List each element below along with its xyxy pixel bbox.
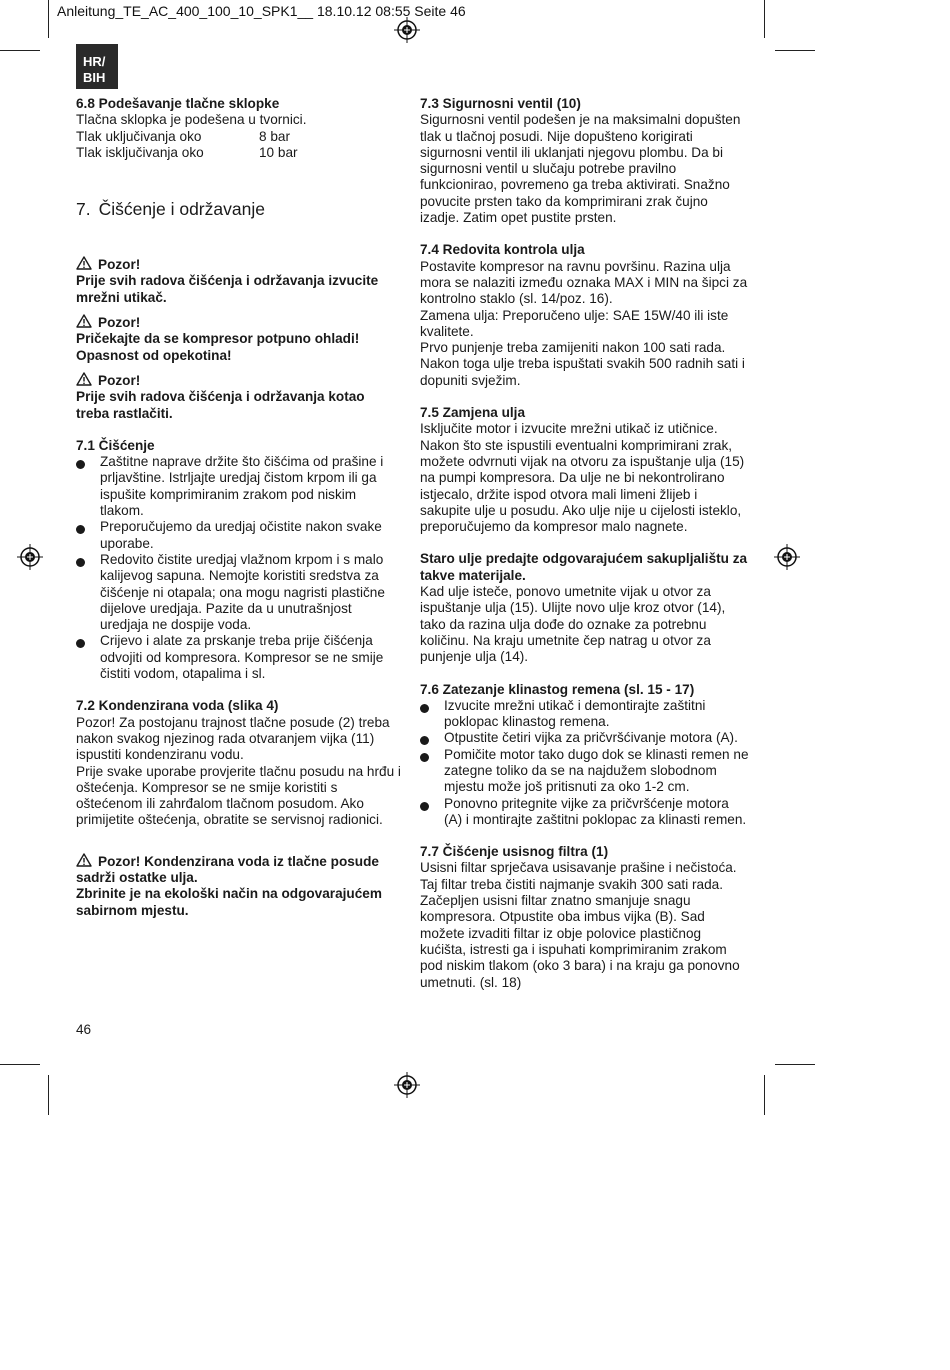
left-column — [76, 96, 401, 919]
list-item-text: Crijevo i alate za prskanje treba prije čišćenja odvojiti od kompresora. Kompresor se ne smije čistiti vodom, otapalima i sl. — [100, 633, 384, 682]
warning-block — [76, 256, 401, 306]
section-heading: 7.4 Redovita kontrola ulja — [420, 242, 585, 258]
warning-block — [76, 372, 401, 422]
section-heading: 7.3 Sigurnosni ventil (10) — [420, 96, 581, 111]
paragraph: Usisni filtar sprječava usisavanje prašine i nečistoća. Taj filtar treba čistiti najmanje svakih 300 sati rada. Začepljen usisni filtar znatno smanjuje snagu kompresora. Otpustite oba imbus vijka (B). Sad možete izvaditi filtar iz obje polovice plastičnog kućišta, istresti ga i ispuhati komprimiranim zrakom pod niskim tlakom (oko 3 bara) i na kraju ga ponovno umetnuti. (sl. 18) — [420, 860, 740, 990]
spec-value: 10 bar — [259, 144, 298, 160]
list-item-text: Zaštitne naprave držite što čišćima od prašine i prljavštine. Istrljajte uredjaj čistom krpom ili ga ispušite komprimiranim zrakom pod niskim tlakom. — [100, 454, 384, 519]
crop-mark — [48, 1075, 49, 1115]
spec-label: Tlak uključivanja oko — [76, 128, 202, 144]
paragraph: Prvo punjenje treba zamijeniti nakon 100 sati rada. Nakon toga ulje treba ispuštati svakih 500 radnih sati i dopuniti svježim. — [420, 340, 745, 388]
list-item — [420, 796, 750, 829]
bullet-dot-icon — [76, 525, 85, 534]
bullet-dot-icon — [76, 558, 85, 567]
paragraph: Zamena ulja: Preporučeno ulje: SAE 15W/40 ili iste kvalitete. — [420, 307, 729, 339]
crop-mark — [48, 0, 49, 38]
section-heading: 7.5 Zamjena ulja — [420, 405, 526, 421]
warning-text: Pozor! Kondenzirana voda iz tlačne posude sadrži ostatke ulja. — [76, 853, 379, 885]
page-number: 46 — [76, 1022, 92, 1037]
bullet-dot-icon — [420, 736, 429, 745]
spec-value: 8 bar — [259, 128, 290, 144]
warning-triangle-icon — [76, 853, 92, 867]
paragraph: Tlačna sklopka je podešena u tvornici. — [76, 112, 307, 128]
list-item — [420, 698, 750, 731]
registration-mark-icon — [394, 1072, 420, 1098]
paragraph: Kad ulje isteče, ponovo umetnite vijak u otvor za ispuštanje ulja (15). Ulijte novo ulje kroz otvor (14), tako da razina ulja dođe do oznake za potrebnu količinu. Na kraju umetnite čep natrag u otvor za punjenje ulja (14). — [420, 584, 726, 665]
section-heading: 6.8 Podešavanje tlačne sklopke — [76, 96, 280, 111]
list-item — [76, 454, 401, 519]
bullet-list — [420, 698, 750, 828]
section-heading: 7.1 Čišćenje — [76, 437, 155, 453]
paragraph: Pozor! Za postojanu trajnost tlačne posude (2) treba nakon svakog njezinog rada otvaranjem vijka (11) ispustiti kondenziranu vodu. — [76, 714, 390, 763]
right-column — [420, 96, 750, 991]
registration-mark-icon — [394, 17, 420, 43]
crop-mark — [775, 1064, 815, 1065]
list-item-text: Izvucite mrežni utikač i demontirajte zaštitni poklopac klinastog remena. — [444, 697, 706, 730]
chapter-number: 7. — [76, 199, 91, 220]
bullet-dot-icon — [420, 802, 429, 811]
list-item-text: Preporučujemo da uredjaj očistite nakon svake uporabe. — [100, 519, 382, 551]
spec-row — [76, 145, 401, 161]
section-heading: 7.7 Čišćenje usisnog filtra (1) — [420, 844, 609, 860]
warning-block — [76, 314, 401, 364]
spec-label: Tlak isključivanja oko — [76, 144, 204, 160]
bullet-dot-icon — [420, 753, 429, 762]
list-item-text: Ponovno pritegnite vijke za pričvršćenje motora (A) i montirajte zaštitni poklopac za klinasti remen. — [444, 795, 747, 827]
language-badge-line: HR/ — [83, 54, 106, 69]
warning-text: Zbrinite je na ekološki način na odgovarajućem sabirnom mjestu. — [76, 886, 382, 918]
bullet-dot-icon — [420, 704, 429, 713]
list-item — [76, 519, 401, 552]
warning-label: Pozor! — [98, 315, 141, 331]
bullet-dot-icon — [76, 460, 85, 469]
crop-mark — [0, 50, 40, 51]
warning-triangle-icon — [76, 256, 92, 270]
crop-mark — [764, 1075, 765, 1115]
spec-row — [76, 129, 401, 145]
paragraph: Sigurnosni ventil podešen je na maksimalni dopušten tlak u tlačnoj posudi. Nije dopušteno korigirati sigurnosni ventil ili uklanjati njegovu plombu. Da bi sigurnosni ventil u slučaju potrebe pravilno funkcionirao, povremeno ga treba aktivirati. Snažno povucite prsten tako da komprimirani zrak čujno izadje. Zatim opet pustite prsten. — [420, 112, 741, 226]
crop-mark — [0, 1064, 40, 1065]
paragraph: Prije svake uporabe provjerite tlačnu posudu na hrđu i oštećenja. Kompresor se ne smije koristiti s oštećenom ili zahrđalom tlačnom posudom. Ako primijetite oštećenja, obratite se servisnoj radionici. — [76, 763, 401, 828]
registration-mark-icon — [774, 544, 800, 570]
warning-text: Prije svih radova čišćenja i održavanja kotao treba rastlačiti. — [76, 389, 365, 421]
warning-triangle-icon — [76, 314, 92, 328]
warning-block — [76, 853, 401, 919]
warning-label: Pozor! — [98, 257, 141, 273]
language-badge-line: BIH — [83, 70, 106, 85]
warning-text: Pričekajte da se kompresor potpuno ohladi! Opasnost od opekotina! — [76, 331, 360, 363]
chapter-title: Čišćenje i održavanje — [98, 199, 265, 220]
warning-triangle-icon — [76, 372, 92, 386]
list-item-text: Pomičite motor tako dugo dok se klinasti remen ne zategne toliko da se na najdužem slobodnom mjestu može još pritisnuti za oko 1-2 cm. — [444, 746, 749, 795]
section-heading: 7.6 Zatezanje klinastog remena (sl. 15 - 17) — [420, 681, 695, 697]
list-item — [76, 633, 401, 682]
language-badge — [76, 44, 118, 89]
list-item — [420, 730, 750, 746]
list-item-text: Redovito čistite uredjaj vlažnom krpom i s malo kalijevog sapuna. Nemojte koristiti sredstva za čišćenje ni otapala; ona mogu nagristi plastične dijelove uredjaja. Pazite da u unutrašnjost uredjaja ne dospije voda. — [100, 551, 385, 633]
warning-label: Pozor! — [98, 372, 141, 388]
warning-text: Prije svih radova čišćenja i održavanja izvucite mrežni utikač. — [76, 273, 379, 305]
bold-notice: Staro ulje predajte odgovarajućem sakupljalištu za takve materijale. — [420, 551, 748, 583]
bullet-list — [76, 454, 401, 682]
section-heading: 7.2 Kondenzirana voda (slika 4) — [76, 698, 279, 714]
paragraph: Postavite kompresor na ravnu površinu. Razina ulja mora se nalaziti između oznaka MAX i MIN na šipci za kontrolno staklo (sl. 14/poz. 16). — [420, 258, 748, 307]
paragraph: Isključite motor i izvucite mrežni utikač iz utičnice. Nakon što ste ispustili eventualni komprimirani zrak, možete odvrnuti vijak na otvoru za ispuštanje ulja (15) na pumpi kompresora. Da ulje ne bi nekontrolirano istjecalo, držite ispod otvora mali limeni žlijeb i sakupite ulje u posudu. Ako ulje nije u cijelosti isteklo, preporučujemo da kompresor malo nagnete. — [420, 421, 745, 535]
bullet-dot-icon — [76, 639, 85, 648]
print-slug: Anleitung_TE_AC_400_100_10_SPK1__ 18.10.12 08:55 Seite 46 — [57, 3, 466, 19]
list-item — [76, 552, 401, 633]
list-item — [420, 747, 750, 796]
crop-mark — [775, 50, 815, 51]
chapter-heading — [76, 199, 401, 219]
crop-mark — [764, 0, 765, 38]
registration-mark-icon — [17, 544, 43, 570]
list-item-text: Otpustite četiri vijka za pričvršćivanje motora (A). — [444, 730, 738, 746]
